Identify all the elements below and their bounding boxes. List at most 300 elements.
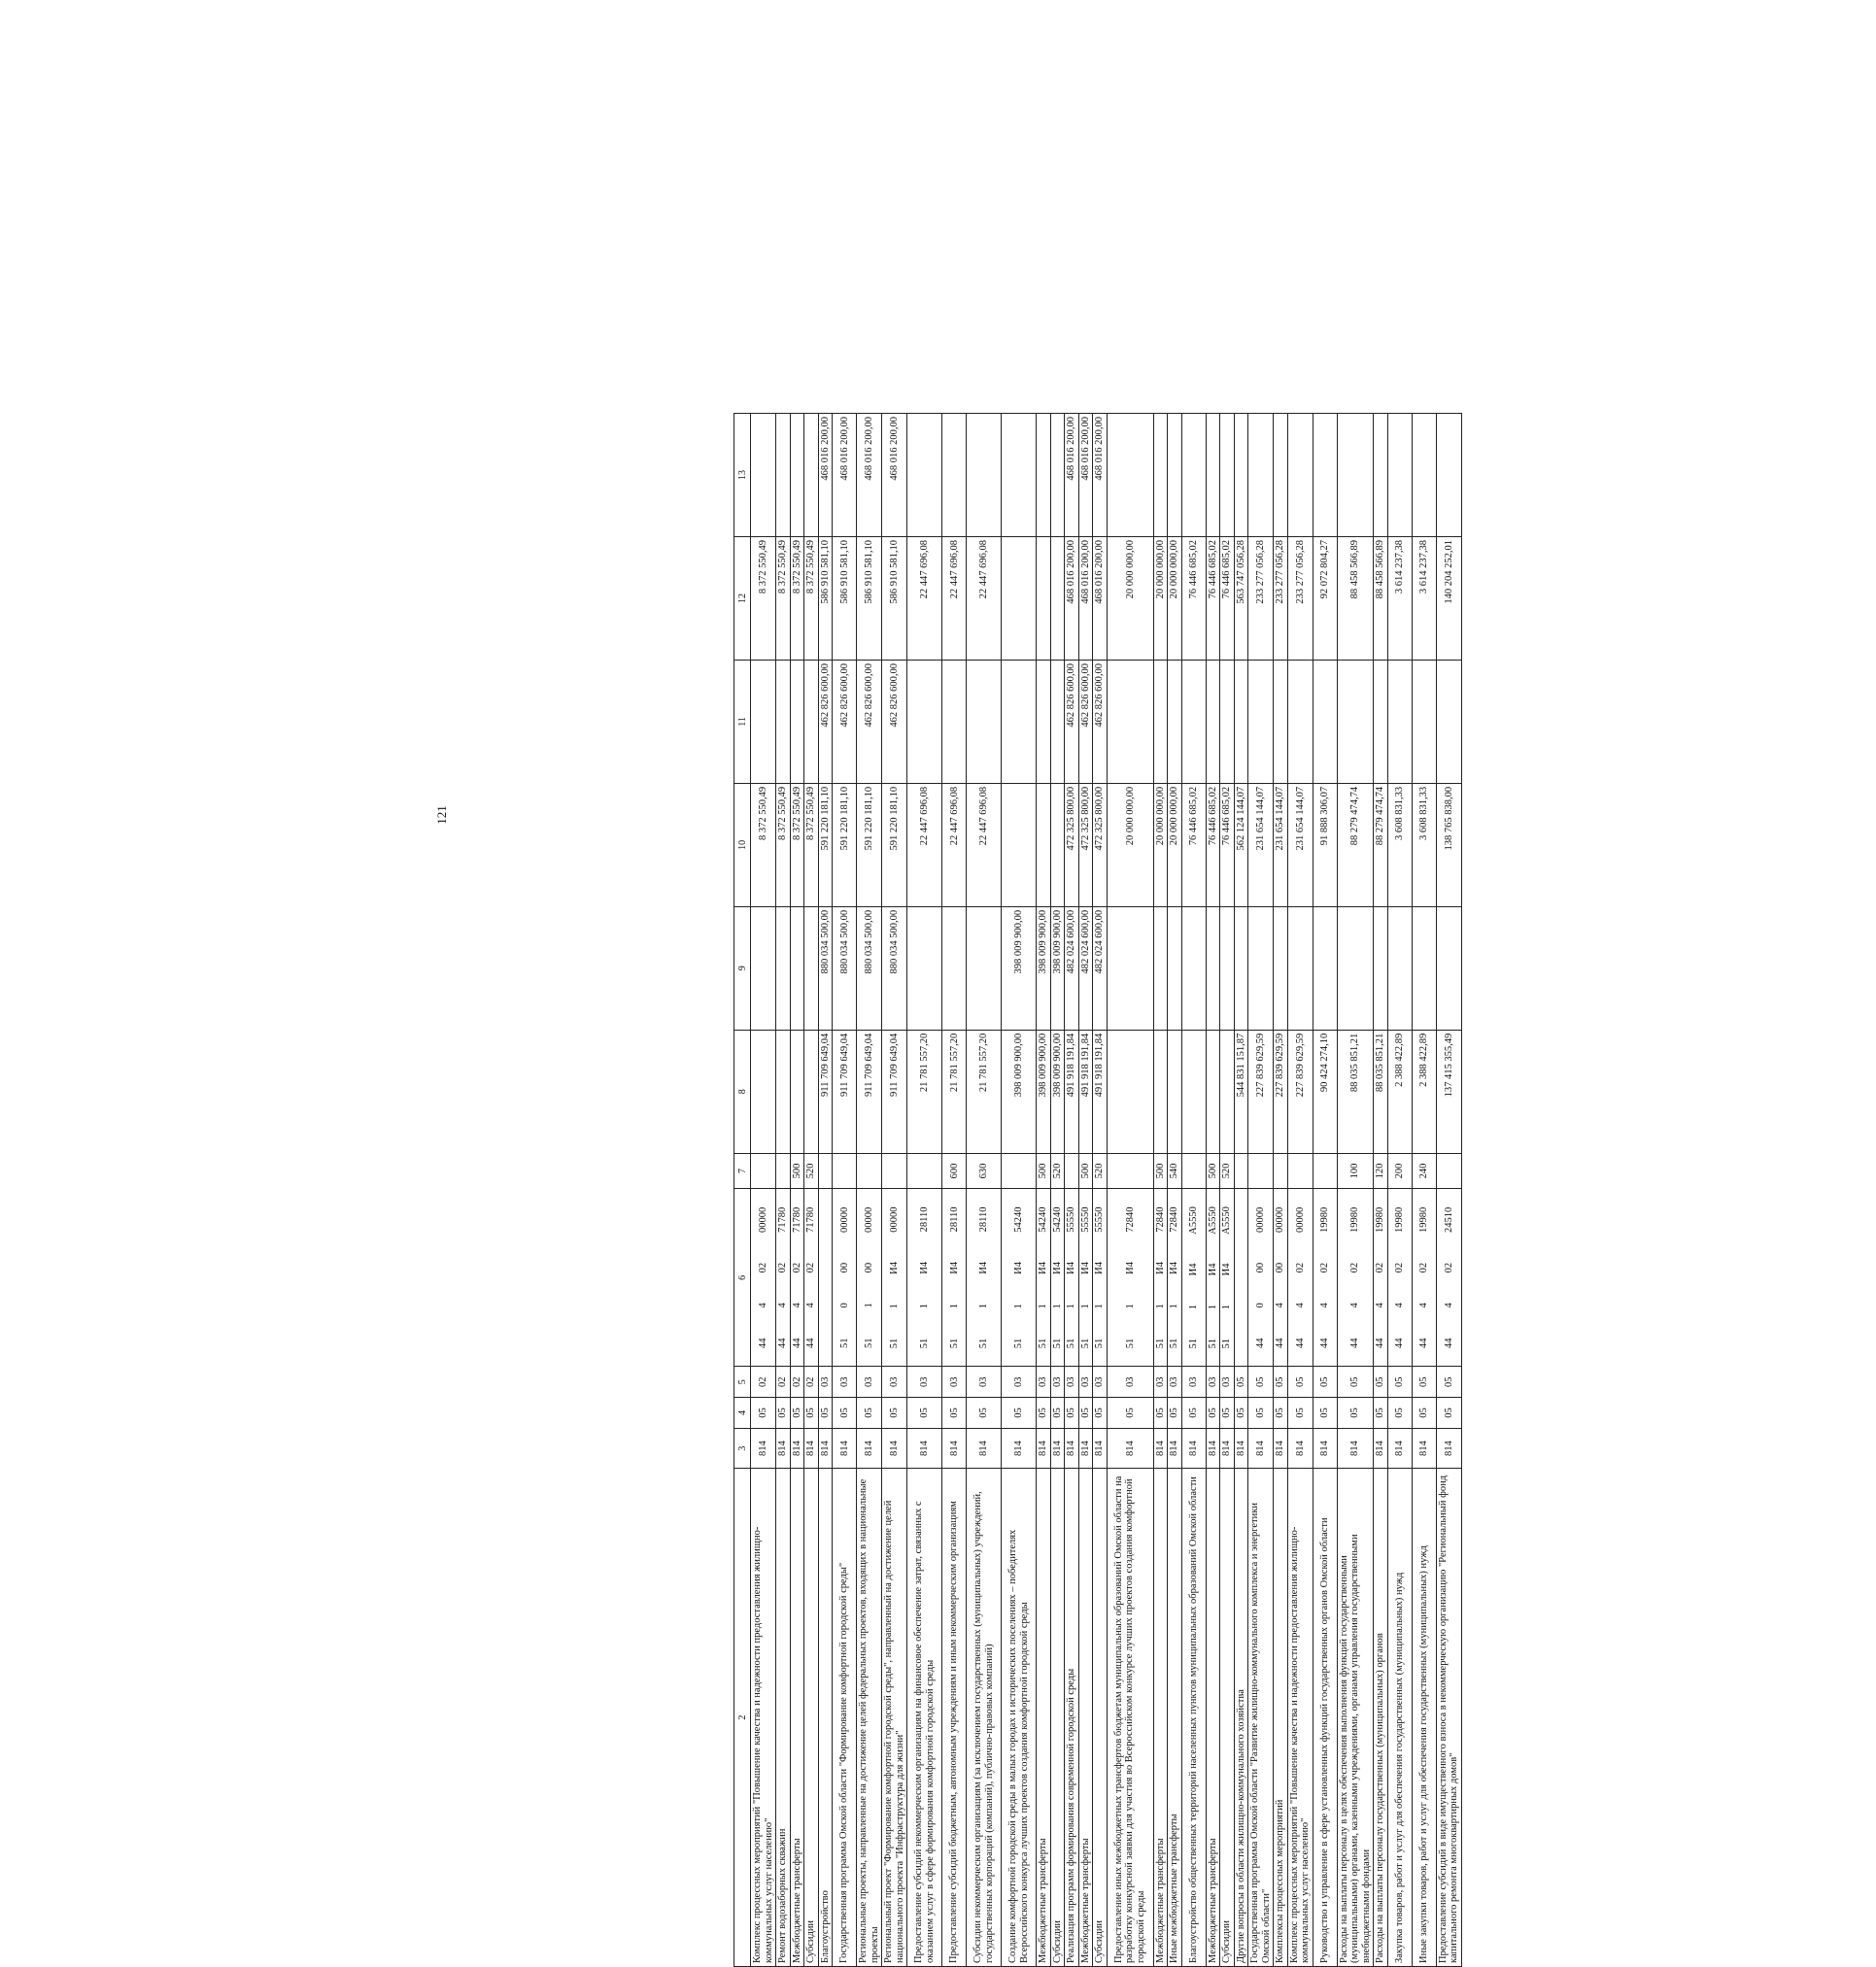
target-article-parts xyxy=(1052,1192,1063,1363)
amount-col-11 xyxy=(1313,660,1337,783)
target-article-parts xyxy=(1375,1192,1385,1363)
expense-type-cell xyxy=(1248,1153,1274,1189)
code-part: 1 xyxy=(978,1304,989,1309)
amount-col-11 xyxy=(1387,660,1412,783)
amount-col-11 xyxy=(1274,660,1288,783)
amount-col-12: 76 446 685,02 xyxy=(1206,537,1220,661)
amount-col-11 xyxy=(1037,660,1051,783)
amount-col-9 xyxy=(1374,906,1388,1030)
code-part: И4 xyxy=(1154,1262,1166,1274)
row-name: Закупка товаров, работ и услуг для обеспечения государственных (муниципальных) нужд xyxy=(1387,1469,1412,1967)
amount-col-11 xyxy=(1220,660,1235,783)
code-part: 54240 xyxy=(1013,1206,1024,1233)
amount-col-10: 472 325 800,00 xyxy=(1065,783,1079,906)
amount-col-10: 91 888 306,07 xyxy=(1313,783,1337,906)
code-part: 44 xyxy=(1394,1338,1405,1348)
row-name: Руководство и управление в сфере установленных функций государственных органов Омской области xyxy=(1313,1469,1337,1967)
amount-col-9: 880 034 500,00 xyxy=(833,906,857,1030)
table-row xyxy=(833,414,857,1967)
col-5-cell: 03 xyxy=(1153,1367,1168,1398)
header-row xyxy=(734,414,751,1967)
code-part: 51 xyxy=(1079,1338,1091,1349)
col-3-cell: 814 xyxy=(1234,1428,1248,1469)
amount-col-11 xyxy=(776,660,791,783)
expense-type-cell: 600 xyxy=(942,1153,967,1189)
amount-col-8: 398 009 900,00 xyxy=(1002,1030,1037,1153)
col-3-cell: 814 xyxy=(1153,1428,1168,1469)
code-part: 51 xyxy=(838,1338,850,1348)
table-row xyxy=(1220,414,1235,1967)
amount-col-12: 468 016 200,00 xyxy=(1078,537,1093,661)
amount-col-13: 468 016 200,00 xyxy=(818,414,833,537)
col-3-cell: 814 xyxy=(882,1428,907,1469)
amount-col-12: 8 372 550,49 xyxy=(776,537,791,661)
target-article-parts xyxy=(805,1192,816,1363)
code-part: 51 xyxy=(1188,1339,1199,1349)
code-part: 4 xyxy=(791,1303,802,1308)
amount-col-13 xyxy=(1107,414,1153,537)
amount-col-13 xyxy=(1234,414,1248,537)
amount-col-9 xyxy=(1153,906,1168,1030)
amount-col-12: 468 016 200,00 xyxy=(1093,537,1108,661)
code-part: И4 xyxy=(1038,1262,1049,1274)
amount-col-13 xyxy=(1287,414,1313,537)
expense-type-cell xyxy=(907,1153,942,1189)
amount-col-13 xyxy=(1168,414,1182,537)
amount-col-8: 227 839 629,59 xyxy=(1274,1030,1288,1153)
target-article-code xyxy=(942,1189,967,1367)
row-name: Межбюджетные трансферты xyxy=(790,1469,804,1967)
code-part: 00000 xyxy=(758,1206,768,1234)
code-part: И4 xyxy=(1079,1262,1091,1274)
amount-col-12: 140 204 252,01 xyxy=(1436,537,1461,661)
amount-col-12: 22 447 696,08 xyxy=(907,537,942,661)
col-5-cell: 03 xyxy=(1093,1367,1108,1398)
col-4-cell: 05 xyxy=(882,1398,907,1429)
amount-col-11 xyxy=(907,660,942,783)
code-part: 44 xyxy=(1375,1338,1386,1348)
col-header: 4 xyxy=(734,1398,751,1429)
target-article-code xyxy=(790,1189,804,1367)
code-part: 51 xyxy=(1051,1338,1063,1349)
expense-type-cell xyxy=(1107,1153,1153,1189)
row-name: Субсидии xyxy=(1050,1469,1065,1967)
amount-col-9 xyxy=(1313,906,1337,1030)
target-article-code xyxy=(1107,1189,1153,1367)
amount-col-11 xyxy=(1181,660,1206,783)
row-name: Государственная программа Омской области "Развитие жилищно-коммунального комплекса и энергетики Омской области" xyxy=(1248,1469,1274,1967)
amount-col-12: 22 447 696,08 xyxy=(967,537,1002,661)
amount-col-11 xyxy=(790,660,804,783)
expense-type-cell xyxy=(833,1153,857,1189)
target-article-code xyxy=(967,1189,1002,1367)
col-4-cell: 05 xyxy=(1287,1398,1313,1429)
amount-col-9: 398 009 900,00 xyxy=(1002,906,1037,1030)
target-article-code xyxy=(907,1189,942,1367)
code-part: 4 xyxy=(1294,1303,1306,1308)
col-header: 13 xyxy=(734,414,751,537)
col-4-cell: 05 xyxy=(1220,1398,1235,1429)
amount-col-13 xyxy=(1374,414,1388,537)
row-name: Государственная программа Омской области "Формирование комфортной городской среды" xyxy=(833,1469,857,1967)
col-header: 7 xyxy=(734,1153,751,1189)
col-4-cell: 05 xyxy=(1002,1398,1037,1429)
code-part: 51 xyxy=(978,1338,989,1349)
col-4-cell: 05 xyxy=(942,1398,967,1429)
amount-col-8 xyxy=(1181,1030,1206,1153)
amount-col-10: 88 279 474,74 xyxy=(1337,783,1374,906)
amount-col-12: 233 277 056,28 xyxy=(1248,537,1274,661)
amount-col-10: 138 765 838,00 xyxy=(1436,783,1461,906)
amount-col-13 xyxy=(790,414,804,537)
target-article-code xyxy=(1337,1189,1374,1367)
expense-type-cell xyxy=(1313,1153,1337,1189)
expense-type-cell xyxy=(1234,1153,1248,1189)
col-3-cell: 814 xyxy=(1248,1428,1274,1469)
col-3-cell: 814 xyxy=(1078,1428,1093,1469)
amount-col-11 xyxy=(967,660,1002,783)
target-article-code xyxy=(833,1189,857,1367)
expense-type-cell: 500 xyxy=(1037,1153,1051,1189)
amount-col-13 xyxy=(1274,414,1288,537)
amount-col-11 xyxy=(1168,660,1182,783)
expense-type-cell xyxy=(751,1153,776,1189)
col-5-cell: 05 xyxy=(1248,1367,1274,1398)
code-part: 51 xyxy=(1221,1339,1233,1349)
col-3-cell: 814 xyxy=(1287,1428,1313,1469)
amount-col-8: 911 709 649,04 xyxy=(833,1030,857,1153)
code-part: 55550 xyxy=(1094,1206,1106,1233)
amount-col-9 xyxy=(776,906,791,1030)
amount-col-9: 880 034 500,00 xyxy=(882,906,907,1030)
expense-type-cell: 200 xyxy=(1387,1153,1412,1189)
code-part: 1 xyxy=(1079,1304,1091,1309)
amount-col-12 xyxy=(1050,537,1065,661)
code-part: 02 xyxy=(1349,1262,1361,1273)
amount-col-11 xyxy=(1153,660,1168,783)
code-part: 4 xyxy=(1443,1303,1454,1308)
amount-col-10 xyxy=(1002,783,1037,906)
amount-col-9: 398 009 900,00 xyxy=(1037,906,1051,1030)
col-header: 11 xyxy=(734,660,751,783)
amount-col-13 xyxy=(1153,414,1168,537)
amount-col-9: 880 034 500,00 xyxy=(857,906,882,1030)
col-4-cell: 05 xyxy=(1065,1398,1079,1429)
table-row xyxy=(1107,414,1153,1967)
table-row xyxy=(1387,414,1412,1967)
amount-col-8: 911 709 649,04 xyxy=(857,1030,882,1153)
code-part: 44 xyxy=(777,1338,789,1348)
budget-table xyxy=(733,413,1462,1967)
amount-col-9 xyxy=(790,906,804,1030)
target-article-parts xyxy=(1125,1192,1136,1363)
table-row xyxy=(1234,414,1248,1967)
code-part: 19980 xyxy=(1349,1206,1361,1234)
amount-col-11 xyxy=(751,660,776,783)
amount-col-11 xyxy=(1206,660,1220,783)
table-row xyxy=(1093,414,1108,1967)
col-5-cell: 03 xyxy=(1078,1367,1093,1398)
expense-type-cell: 520 xyxy=(1050,1153,1065,1189)
expense-type-cell: 100 xyxy=(1337,1153,1374,1189)
table-row xyxy=(907,414,942,1967)
target-article-parts xyxy=(919,1192,930,1363)
amount-col-10: 76 446 685,02 xyxy=(1220,783,1235,906)
amount-col-9 xyxy=(1234,906,1248,1030)
amount-col-8: 88 035 851,21 xyxy=(1337,1030,1374,1153)
code-part: 02 xyxy=(1418,1262,1429,1273)
amount-col-8 xyxy=(1153,1030,1168,1153)
amount-col-9 xyxy=(1168,906,1182,1030)
amount-col-8: 21 781 557,20 xyxy=(907,1030,942,1153)
row-name: Другие вопросы в области жилищно-коммунального хозяйства xyxy=(1234,1469,1248,1967)
target-article-parts xyxy=(1319,1192,1330,1363)
code-part: 00 xyxy=(838,1262,850,1273)
amount-col-8 xyxy=(1107,1030,1153,1153)
expense-type-cell: 500 xyxy=(1153,1153,1168,1189)
code-part: 4 xyxy=(805,1303,817,1308)
col-3-cell: 814 xyxy=(1412,1428,1436,1469)
target-article-code xyxy=(776,1189,791,1367)
col-3-cell: 814 xyxy=(1374,1428,1388,1469)
amount-col-13 xyxy=(804,414,819,537)
expense-type-cell xyxy=(1436,1153,1461,1189)
amount-col-13 xyxy=(907,414,942,537)
row-name: Межбюджетные трансферты xyxy=(1037,1469,1051,1967)
table-row xyxy=(942,414,967,1967)
col-3-cell: 814 xyxy=(1107,1428,1153,1469)
amount-col-11 xyxy=(1374,660,1388,783)
code-part: 4 xyxy=(1275,1303,1286,1308)
table-row xyxy=(1050,414,1065,1967)
amount-col-12: 20 000 000,00 xyxy=(1168,537,1182,661)
amount-col-11 xyxy=(1337,660,1374,783)
col-5-cell: 05 xyxy=(1412,1367,1436,1398)
table-row xyxy=(1248,414,1274,1967)
col-4-cell: 05 xyxy=(1078,1398,1093,1429)
amount-col-13 xyxy=(1206,414,1220,537)
target-article-code xyxy=(1313,1189,1337,1367)
code-part: 71780 xyxy=(791,1206,802,1234)
amount-col-9 xyxy=(1387,906,1412,1030)
code-part: И4 xyxy=(1013,1262,1024,1274)
amount-col-8 xyxy=(790,1030,804,1153)
expense-type-cell: 520 xyxy=(1093,1153,1108,1189)
amount-col-8: 911 709 649,04 xyxy=(882,1030,907,1153)
row-name: Создание комфортной городской среды в малых городах и исторических поселениях – победителях Всероссийского конкурса лучших проектов создания комфортной городской среды xyxy=(1002,1469,1037,1967)
code-part: 02 xyxy=(805,1262,817,1273)
target-article-parts xyxy=(1155,1192,1166,1363)
col-5-cell: 02 xyxy=(804,1367,819,1398)
amount-col-12: 3 614 237,38 xyxy=(1412,537,1436,661)
code-part: А5550 xyxy=(1221,1206,1233,1235)
amount-col-13 xyxy=(751,414,776,537)
col-4-cell: 05 xyxy=(967,1398,1002,1429)
amount-col-10: 231 654 144,07 xyxy=(1248,783,1274,906)
target-article-code xyxy=(751,1189,776,1367)
code-part: 1 xyxy=(1038,1304,1049,1309)
code-part: 51 xyxy=(1207,1339,1218,1349)
amount-col-10: 88 279 474,74 xyxy=(1374,783,1388,906)
amount-col-8: 88 035 851,21 xyxy=(1374,1030,1388,1153)
amount-col-10: 472 325 800,00 xyxy=(1078,783,1093,906)
col-3-cell: 814 xyxy=(1337,1428,1374,1469)
expense-type-cell: 630 xyxy=(967,1153,1002,1189)
code-part: 44 xyxy=(1255,1338,1266,1348)
col-3-cell: 814 xyxy=(1387,1428,1412,1469)
amount-col-10: 22 447 696,08 xyxy=(942,783,967,906)
amount-col-12: 20 000 000,00 xyxy=(1107,537,1153,661)
code-part: И4 xyxy=(1221,1263,1233,1276)
code-part: 4 xyxy=(777,1303,789,1308)
row-name: Расходы на выплаты персоналу государственных (муниципальных) органов xyxy=(1374,1469,1388,1967)
amount-col-11 xyxy=(1050,660,1065,783)
amount-col-11: 462 826 600,00 xyxy=(818,660,833,783)
code-part: 54240 xyxy=(1038,1206,1049,1233)
amount-col-13: 468 016 200,00 xyxy=(1065,414,1079,537)
code-part: 4 xyxy=(1375,1303,1386,1308)
code-part: 1 xyxy=(1221,1305,1233,1310)
amount-col-13 xyxy=(1002,414,1037,537)
amount-col-9: 880 034 500,00 xyxy=(818,906,833,1030)
code-part: 44 xyxy=(805,1338,817,1348)
amount-col-10: 231 654 144,07 xyxy=(1287,783,1313,906)
amount-col-8: 21 781 557,20 xyxy=(942,1030,967,1153)
target-article-code xyxy=(1412,1189,1436,1367)
amount-col-9 xyxy=(1287,906,1313,1030)
amount-col-13 xyxy=(967,414,1002,537)
amount-col-9 xyxy=(967,906,1002,1030)
amount-col-8 xyxy=(804,1030,819,1153)
table-row xyxy=(1412,414,1436,1967)
table-row xyxy=(751,414,776,1967)
code-part: 28110 xyxy=(978,1206,989,1233)
code-part: 19980 xyxy=(1375,1206,1386,1234)
col-5-cell: 03 xyxy=(1050,1367,1065,1398)
amount-col-8: 491 918 191,84 xyxy=(1078,1030,1093,1153)
code-part: 00000 xyxy=(838,1206,850,1234)
amount-col-8: 90 424 274,10 xyxy=(1313,1030,1337,1153)
amount-col-10: 8 372 550,49 xyxy=(776,783,791,906)
col-3-cell: 814 xyxy=(942,1428,967,1469)
amount-col-8: 491 918 191,84 xyxy=(1093,1030,1108,1153)
code-part: 4 xyxy=(758,1303,768,1308)
code-part: 51 xyxy=(1154,1338,1166,1349)
target-article-parts xyxy=(1221,1192,1232,1363)
row-name: Региональный проект "Формирование комфортной городской среды", направленный на достижение целей национального проекта "Инфраструктура для жизни" xyxy=(882,1469,907,1967)
amount-col-10: 8 372 550,49 xyxy=(804,783,819,906)
amount-col-10: 591 220 181,10 xyxy=(882,783,907,906)
page-number: 121 xyxy=(434,805,449,825)
amount-col-12: 233 277 056,28 xyxy=(1287,537,1313,661)
expense-type-cell xyxy=(1274,1153,1288,1189)
row-name: Комплекс процессных мероприятий "Повышение качества и надежности предоставления жилищно-коммунальных услуг населению" xyxy=(751,1469,776,1967)
col-5-cell: 02 xyxy=(776,1367,791,1398)
amount-col-10: 8 372 550,49 xyxy=(790,783,804,906)
code-part: 51 xyxy=(948,1338,960,1349)
code-part: 0 xyxy=(838,1303,850,1308)
code-part: 02 xyxy=(758,1262,768,1273)
row-name: Иные межбюджетные трансферты xyxy=(1168,1469,1182,1967)
expense-type-cell: 120 xyxy=(1374,1153,1388,1189)
code-part: 1 xyxy=(1094,1304,1106,1309)
amount-col-10: 20 000 000,00 xyxy=(1107,783,1153,906)
row-name: Предоставление иных межбюджетных трансфертов бюджетам муниципальных образований Омской области на разработку конкурсной заявки для участия во Всероссийском конкурсе лучших проектов создания комфортной городской среды xyxy=(1107,1469,1153,1967)
table-body xyxy=(751,414,1462,1967)
amount-col-12: 8 372 550,49 xyxy=(804,537,819,661)
amount-col-8: 227 839 629,59 xyxy=(1287,1030,1313,1153)
row-name: Ремонт водозаборных скважин xyxy=(776,1469,791,1967)
row-name: Субсидии xyxy=(1093,1469,1108,1967)
target-article-code xyxy=(1374,1189,1388,1367)
col-3-cell: 814 xyxy=(1274,1428,1288,1469)
code-part: 71780 xyxy=(777,1206,789,1234)
target-article-code xyxy=(1002,1189,1037,1367)
amount-col-10: 22 447 696,08 xyxy=(907,783,942,906)
target-article-parts xyxy=(1255,1192,1266,1363)
amount-col-11 xyxy=(1248,660,1274,783)
amount-col-13 xyxy=(942,414,967,537)
target-article-parts xyxy=(1169,1192,1179,1363)
code-part: 1 xyxy=(1207,1305,1218,1310)
expense-type-cell xyxy=(882,1153,907,1189)
code-part: 00000 xyxy=(1255,1206,1266,1234)
target-article-code xyxy=(1287,1189,1313,1367)
code-part: 44 xyxy=(1319,1338,1330,1348)
amount-col-9: 482 024 600,00 xyxy=(1093,906,1108,1030)
col-4-cell: 05 xyxy=(1181,1398,1206,1429)
target-article-parts xyxy=(777,1192,788,1363)
row-name: Иные закупки товаров, работ и услуг для обеспечения государственных (муниципальных) нужд xyxy=(1412,1469,1436,1967)
code-part: 00000 xyxy=(1275,1206,1286,1234)
table-row xyxy=(1078,414,1093,1967)
target-article-code xyxy=(857,1189,882,1367)
amount-col-9 xyxy=(1337,906,1374,1030)
amount-col-12: 233 277 056,28 xyxy=(1274,537,1288,661)
code-part: И4 xyxy=(919,1261,930,1274)
expense-type-cell: 500 xyxy=(1206,1153,1220,1189)
amount-col-12: 563 747 056,28 xyxy=(1234,537,1248,661)
col-4-cell: 05 xyxy=(1153,1398,1168,1429)
col-3-cell: 814 xyxy=(751,1428,776,1469)
amount-col-11: 462 826 600,00 xyxy=(833,660,857,783)
col-5-cell: 05 xyxy=(1234,1367,1248,1398)
col-5-cell: 03 xyxy=(1168,1367,1182,1398)
code-part: 1 xyxy=(864,1303,874,1308)
code-part: И4 xyxy=(1207,1263,1218,1276)
code-part: 4 xyxy=(1418,1303,1429,1308)
col-4-cell: 05 xyxy=(907,1398,942,1429)
code-part: 72840 xyxy=(1154,1206,1166,1233)
target-article-parts xyxy=(1013,1192,1024,1363)
amount-col-11 xyxy=(1234,660,1248,783)
col-3-cell: 814 xyxy=(1065,1428,1079,1469)
col-4-cell: 05 xyxy=(804,1398,819,1429)
code-part: 00 xyxy=(1255,1262,1266,1273)
target-article-parts xyxy=(1418,1192,1429,1363)
table-row xyxy=(1002,414,1037,1967)
amount-col-10: 562 124 144,07 xyxy=(1234,783,1248,906)
amount-col-13 xyxy=(1436,414,1461,537)
code-part: И4 xyxy=(1124,1262,1136,1274)
amount-col-12: 8 372 550,49 xyxy=(751,537,776,661)
amount-col-13: 468 016 200,00 xyxy=(1078,414,1093,537)
code-part: 1 xyxy=(1051,1304,1063,1309)
code-part: 19980 xyxy=(1319,1206,1330,1234)
code-part: 1 xyxy=(919,1304,930,1309)
amount-col-9 xyxy=(1412,906,1436,1030)
code-part: 4 xyxy=(1349,1303,1361,1308)
